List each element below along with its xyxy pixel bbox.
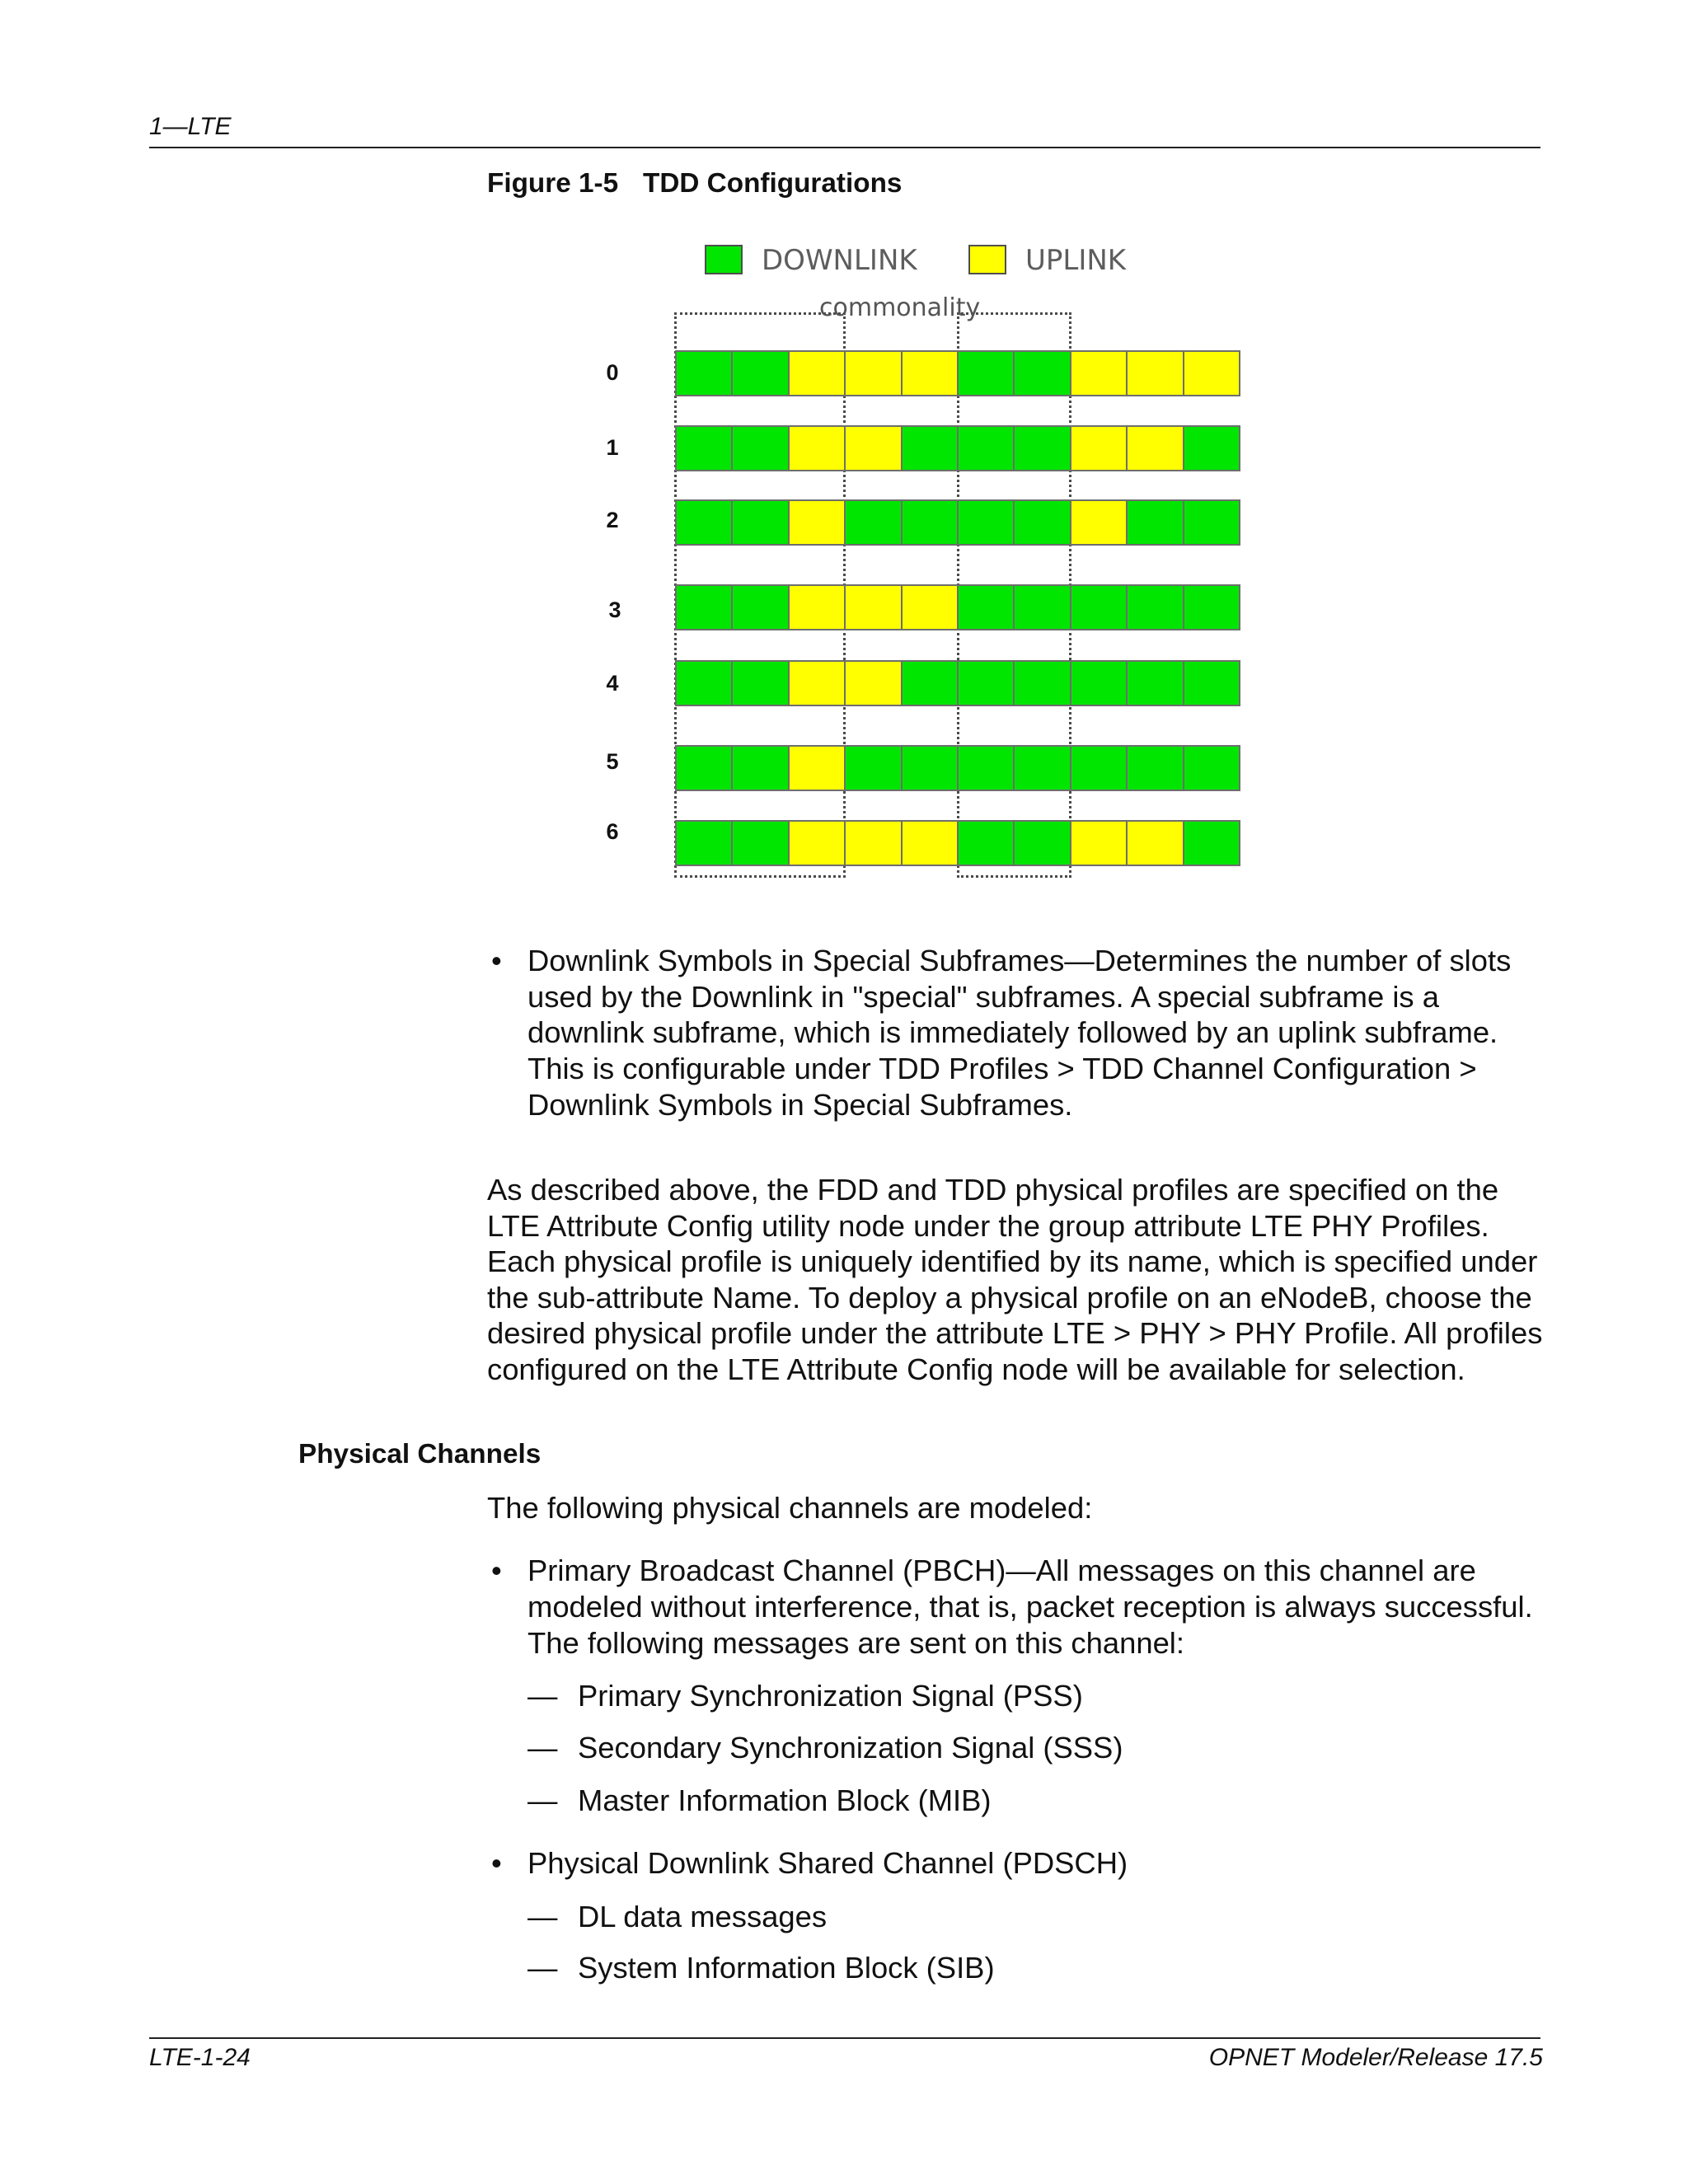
bullet-glyph: • (491, 1554, 502, 1587)
downlink-subframe (903, 427, 957, 470)
downlink-subframe (959, 427, 1013, 470)
downlink-subframe (1015, 822, 1069, 865)
running-head: 1—LTE (149, 113, 232, 140)
bullet-text-line: Primary Broadcast Channel (PBCH)—All messages on this channel are (528, 1554, 1476, 1587)
downlink-subframe (1071, 586, 1126, 629)
downlink-subframe (903, 501, 957, 544)
bullet-glyph: • (491, 944, 502, 977)
uplink-subframe (846, 352, 900, 395)
configuration-row (675, 584, 1240, 630)
uplink-subframe (1071, 352, 1126, 395)
downlink-subframe (1071, 662, 1126, 705)
downlink-subframe (677, 427, 731, 470)
uplink-subframe (1184, 352, 1239, 395)
uplink-subframe (1071, 501, 1126, 544)
page-number: LTE-1-24 (149, 2044, 251, 2071)
downlink-subframe (1128, 662, 1182, 705)
configuration-label: 4 (606, 671, 619, 696)
sub-list-item: Secondary Synchronization Signal (SSS) (578, 1731, 1123, 1765)
bullet-text-line: The following messages are sent on this channel: (528, 1626, 1185, 1660)
section-intro: The following physical channels are modeled: (487, 1491, 1093, 1525)
publication-title: OPNET Modeler/Release 17.5 (1208, 2044, 1543, 2071)
paragraph-line: configured on the LTE Attribute Config node will be available for selection. (487, 1352, 1465, 1386)
tdd-configurations-figure (593, 231, 1253, 890)
bullet-glyph: • (491, 1846, 502, 1880)
bullet-text-line: This is configurable under TDD Profiles > TDD Channel Configuration > (528, 1052, 1477, 1085)
downlink-subframe (959, 822, 1013, 865)
uplink-subframe (790, 747, 844, 790)
configuration-row (675, 660, 1240, 706)
uplink-subframe (846, 586, 900, 629)
uplink-subframe (903, 352, 957, 395)
downlink-subframe (1071, 747, 1126, 790)
downlink-subframe (733, 501, 787, 544)
bullet-text-line: Downlink Symbols in Special Subframes—Determines the number of slots (528, 944, 1512, 977)
downlink-subframe (1184, 822, 1239, 865)
downlink-subframe (733, 747, 787, 790)
uplink-subframe (790, 662, 844, 705)
downlink-subframe (1128, 747, 1182, 790)
configuration-label: 0 (606, 360, 619, 385)
uplink-subframe (790, 501, 844, 544)
uplink-subframe (790, 352, 844, 395)
downlink-subframe (677, 747, 731, 790)
uplink-subframe (790, 586, 844, 629)
downlink-subframe (1184, 501, 1239, 544)
dash-glyph: — (528, 1900, 558, 1933)
paragraph-line: the sub-attribute Name. To deploy a physical profile on an eNodeB, choose the (487, 1281, 1532, 1315)
uplink-legend-label: UPLINK (1025, 244, 1127, 277)
downlink-subframe (903, 747, 957, 790)
downlink-subframe (1184, 427, 1239, 470)
downlink-subframe (677, 501, 731, 544)
configuration-label: 3 (608, 598, 621, 622)
figure-title: TDD Configurations (643, 168, 903, 199)
configuration-label: 6 (606, 819, 619, 844)
downlink-subframe (959, 662, 1013, 705)
header-rule (149, 147, 1540, 148)
sub-list-item: Primary Synchronization Signal (PSS) (578, 1679, 1083, 1713)
configuration-row (675, 820, 1240, 866)
uplink-subframe (846, 822, 900, 865)
downlink-subframe (733, 662, 787, 705)
configuration-row (675, 499, 1240, 546)
paragraph-line: As described above, the FDD and TDD physical profiles are specified on the (487, 1173, 1499, 1207)
configuration-label: 2 (606, 508, 619, 532)
figure-number: Figure 1-5 (487, 168, 619, 199)
section-heading: Physical Channels (298, 1439, 542, 1469)
uplink-subframe (790, 822, 844, 865)
downlink-subframe (1128, 586, 1182, 629)
downlink-subframe (677, 352, 731, 395)
downlink-subframe (733, 586, 787, 629)
configuration-label: 1 (606, 435, 619, 460)
downlink-subframe (1184, 747, 1239, 790)
configuration-row (675, 745, 1240, 791)
uplink-subframe (1128, 427, 1182, 470)
downlink-subframe (1015, 747, 1069, 790)
configuration-label: 5 (606, 749, 619, 774)
uplink-subframe (1128, 822, 1182, 865)
uplink-subframe (790, 427, 844, 470)
uplink-subframe (1071, 822, 1126, 865)
downlink-subframe (733, 822, 787, 865)
downlink-subframe (1015, 586, 1069, 629)
uplink-subframe (846, 662, 900, 705)
bullet-text-line: Downlink Symbols in Special Subframes. (528, 1088, 1073, 1122)
sub-list-item: DL data messages (578, 1900, 828, 1933)
downlink-subframe (1015, 662, 1069, 705)
downlink-subframe (959, 501, 1013, 544)
bullet-text-line: used by the Downlink in "special" subframes. A special subframe is a (528, 980, 1439, 1014)
footer-rule (149, 2037, 1540, 2039)
downlink-subframe (677, 586, 731, 629)
downlink-subframe (959, 586, 1013, 629)
downlink-subframe (846, 747, 900, 790)
paragraph-line: Each physical profile is uniquely identified by its name, which is specified under (487, 1244, 1538, 1278)
dash-glyph: — (528, 1679, 558, 1713)
downlink-subframe (1128, 501, 1182, 544)
configuration-row (675, 425, 1240, 471)
downlink-subframe (959, 352, 1013, 395)
dash-glyph: — (528, 1783, 558, 1817)
downlink-subframe (1015, 501, 1069, 544)
uplink-subframe (1128, 352, 1182, 395)
downlink-subframe (1015, 427, 1069, 470)
commonality-annotation: commonality (819, 293, 981, 322)
bullet-text-line: modeled without interference, that is, packet reception is always successful. (528, 1590, 1533, 1624)
dash-glyph: — (528, 1731, 558, 1765)
dash-glyph: — (528, 1951, 558, 1985)
bullet-text-line: downlink subframe, which is immediately followed by an uplink subframe. (528, 1015, 1498, 1049)
downlink-subframe (1184, 586, 1239, 629)
downlink-subframe (903, 662, 957, 705)
uplink-subframe (903, 822, 957, 865)
downlink-legend-label: DOWNLINK (762, 244, 917, 277)
uplink-legend-swatch (968, 245, 1006, 274)
uplink-subframe (1071, 427, 1126, 470)
downlink-subframe (959, 747, 1013, 790)
downlink-subframe (1184, 662, 1239, 705)
uplink-subframe (846, 427, 900, 470)
downlink-subframe (846, 501, 900, 544)
uplink-subframe (903, 586, 957, 629)
sub-list-item: System Information Block (SIB) (578, 1951, 995, 1985)
sub-list-item: Master Information Block (MIB) (578, 1783, 992, 1817)
downlink-subframe (677, 822, 731, 865)
configuration-row (675, 350, 1240, 396)
downlink-subframe (733, 427, 787, 470)
downlink-legend-swatch (705, 245, 743, 274)
paragraph-line: desired physical profile under the attribute LTE > PHY > PHY Profile. All profiles (487, 1316, 1543, 1350)
paragraph-line: LTE Attribute Config utility node under the group attribute LTE PHY Profiles. (487, 1209, 1489, 1243)
downlink-subframe (733, 352, 787, 395)
downlink-subframe (1015, 352, 1069, 395)
downlink-subframe (677, 662, 731, 705)
bullet-text-line: Physical Downlink Shared Channel (PDSCH) (528, 1846, 1128, 1880)
